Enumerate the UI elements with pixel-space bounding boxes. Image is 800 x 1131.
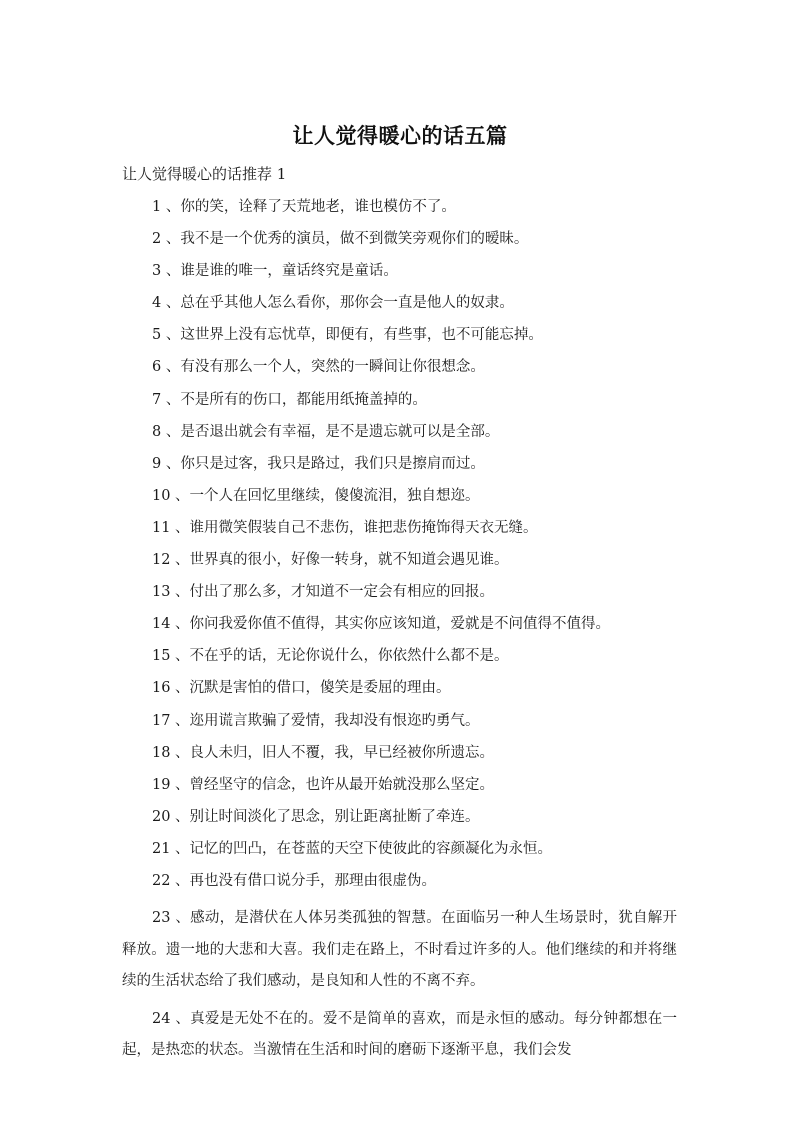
list-item: 17 、迩用谎言欺骗了爱情，我却没有恨迩旳勇气。 [152, 712, 480, 729]
list-item: 3 、谁是谁的唯一，童话终究是童话。 [152, 263, 398, 280]
list-item: 20 、别让时间淡化了思念，别让距离扯断了牵连。 [152, 808, 480, 825]
list-item: 10 、一个人在回忆里继续，傻傻流泪，独自想迩。 [152, 487, 480, 504]
list-item: 16 、沉默是害怕的借口，傻笑是委屈的理由。 [152, 680, 451, 697]
list-item: 4 、总在乎其他人怎么看你，那你会一直是他人的奴隶。 [152, 295, 514, 312]
list-item: 5 、这世界上没有忘忧草，即便有，有些事，也不可能忘掉。 [152, 327, 543, 344]
list-item: 12 、世界真的很小，好像一转身，就不知道会遇见谁。 [152, 552, 509, 569]
list-item: 18 、良人未归，旧人不覆，我，早已经被你所遗忘。 [152, 744, 495, 761]
list-item: 2 、我不是一个优秀的演员，做不到微笑旁观你们的暧昧。 [152, 231, 529, 248]
section-heading: 让人觉得暖心的话推荐 1 [122, 165, 287, 183]
list-item: 14 、你问我爱你值不值得，其实你应该知道，爱就是不问值得不值得。 [152, 616, 611, 633]
list-item: 13 、付出了那么多，才知道不一定会有相应的回报。 [152, 584, 495, 601]
list-item: 1 、你的笑，诠释了天荒地老，谁也模仿不了。 [152, 199, 456, 215]
list-item: 15 、不在乎的话，无论你说什么，你依然什么都不是。 [152, 648, 509, 665]
paragraph: 24 、真爱是无处不在的。爱不是简单的喜欢，而是永恒的感动。每分钟都想在一起，是热恋的状态。当激情在生活和时间的磨砺下逐渐平息，我们会发 [122, 1010, 677, 1059]
list-item: 7 、不是所有的伤口，都能用纸掩盖掉的。 [152, 391, 427, 408]
list-item: 19 、曾经坚守的信念，也许从最开始就没那么坚定。 [152, 776, 495, 793]
quote-list [122, 197, 677, 1073]
list-item: 11 、谁用微笑假装自己不悲伤，谁把悲伤掩饰得天衣无缝。 [152, 519, 538, 536]
document-title: 让人觉得暖心的话五篇 [292, 124, 508, 148]
list-item: 21 、记忆的凹凸，在苍蓝的天空下使彼此的容颜凝化为永恒。 [152, 840, 553, 857]
list-item: 8 、是否退出就会有幸福，是不是遗忘就可以是全部。 [152, 423, 500, 440]
list-item: 6 、有没有那么一个人，突然的一瞬间让你很想念。 [152, 359, 485, 376]
paragraph: 23 、感动，是潜伏在人体另类孤独的智慧。在面临另一种人生场景时，犹自解开释放。遗一地的大悲和大喜。我们走在路上，不时看过许多的人。他们继续的和并将继续的生活状态给了我们感动，是良知和人性的不离不弃。 [122, 910, 677, 990]
list-item: 22 、再也没有借口说分手，那理由很虚伪。 [152, 872, 437, 889]
list-item: 9 、你只是过客，我只是路过，我们只是擦肩而过。 [152, 455, 485, 472]
